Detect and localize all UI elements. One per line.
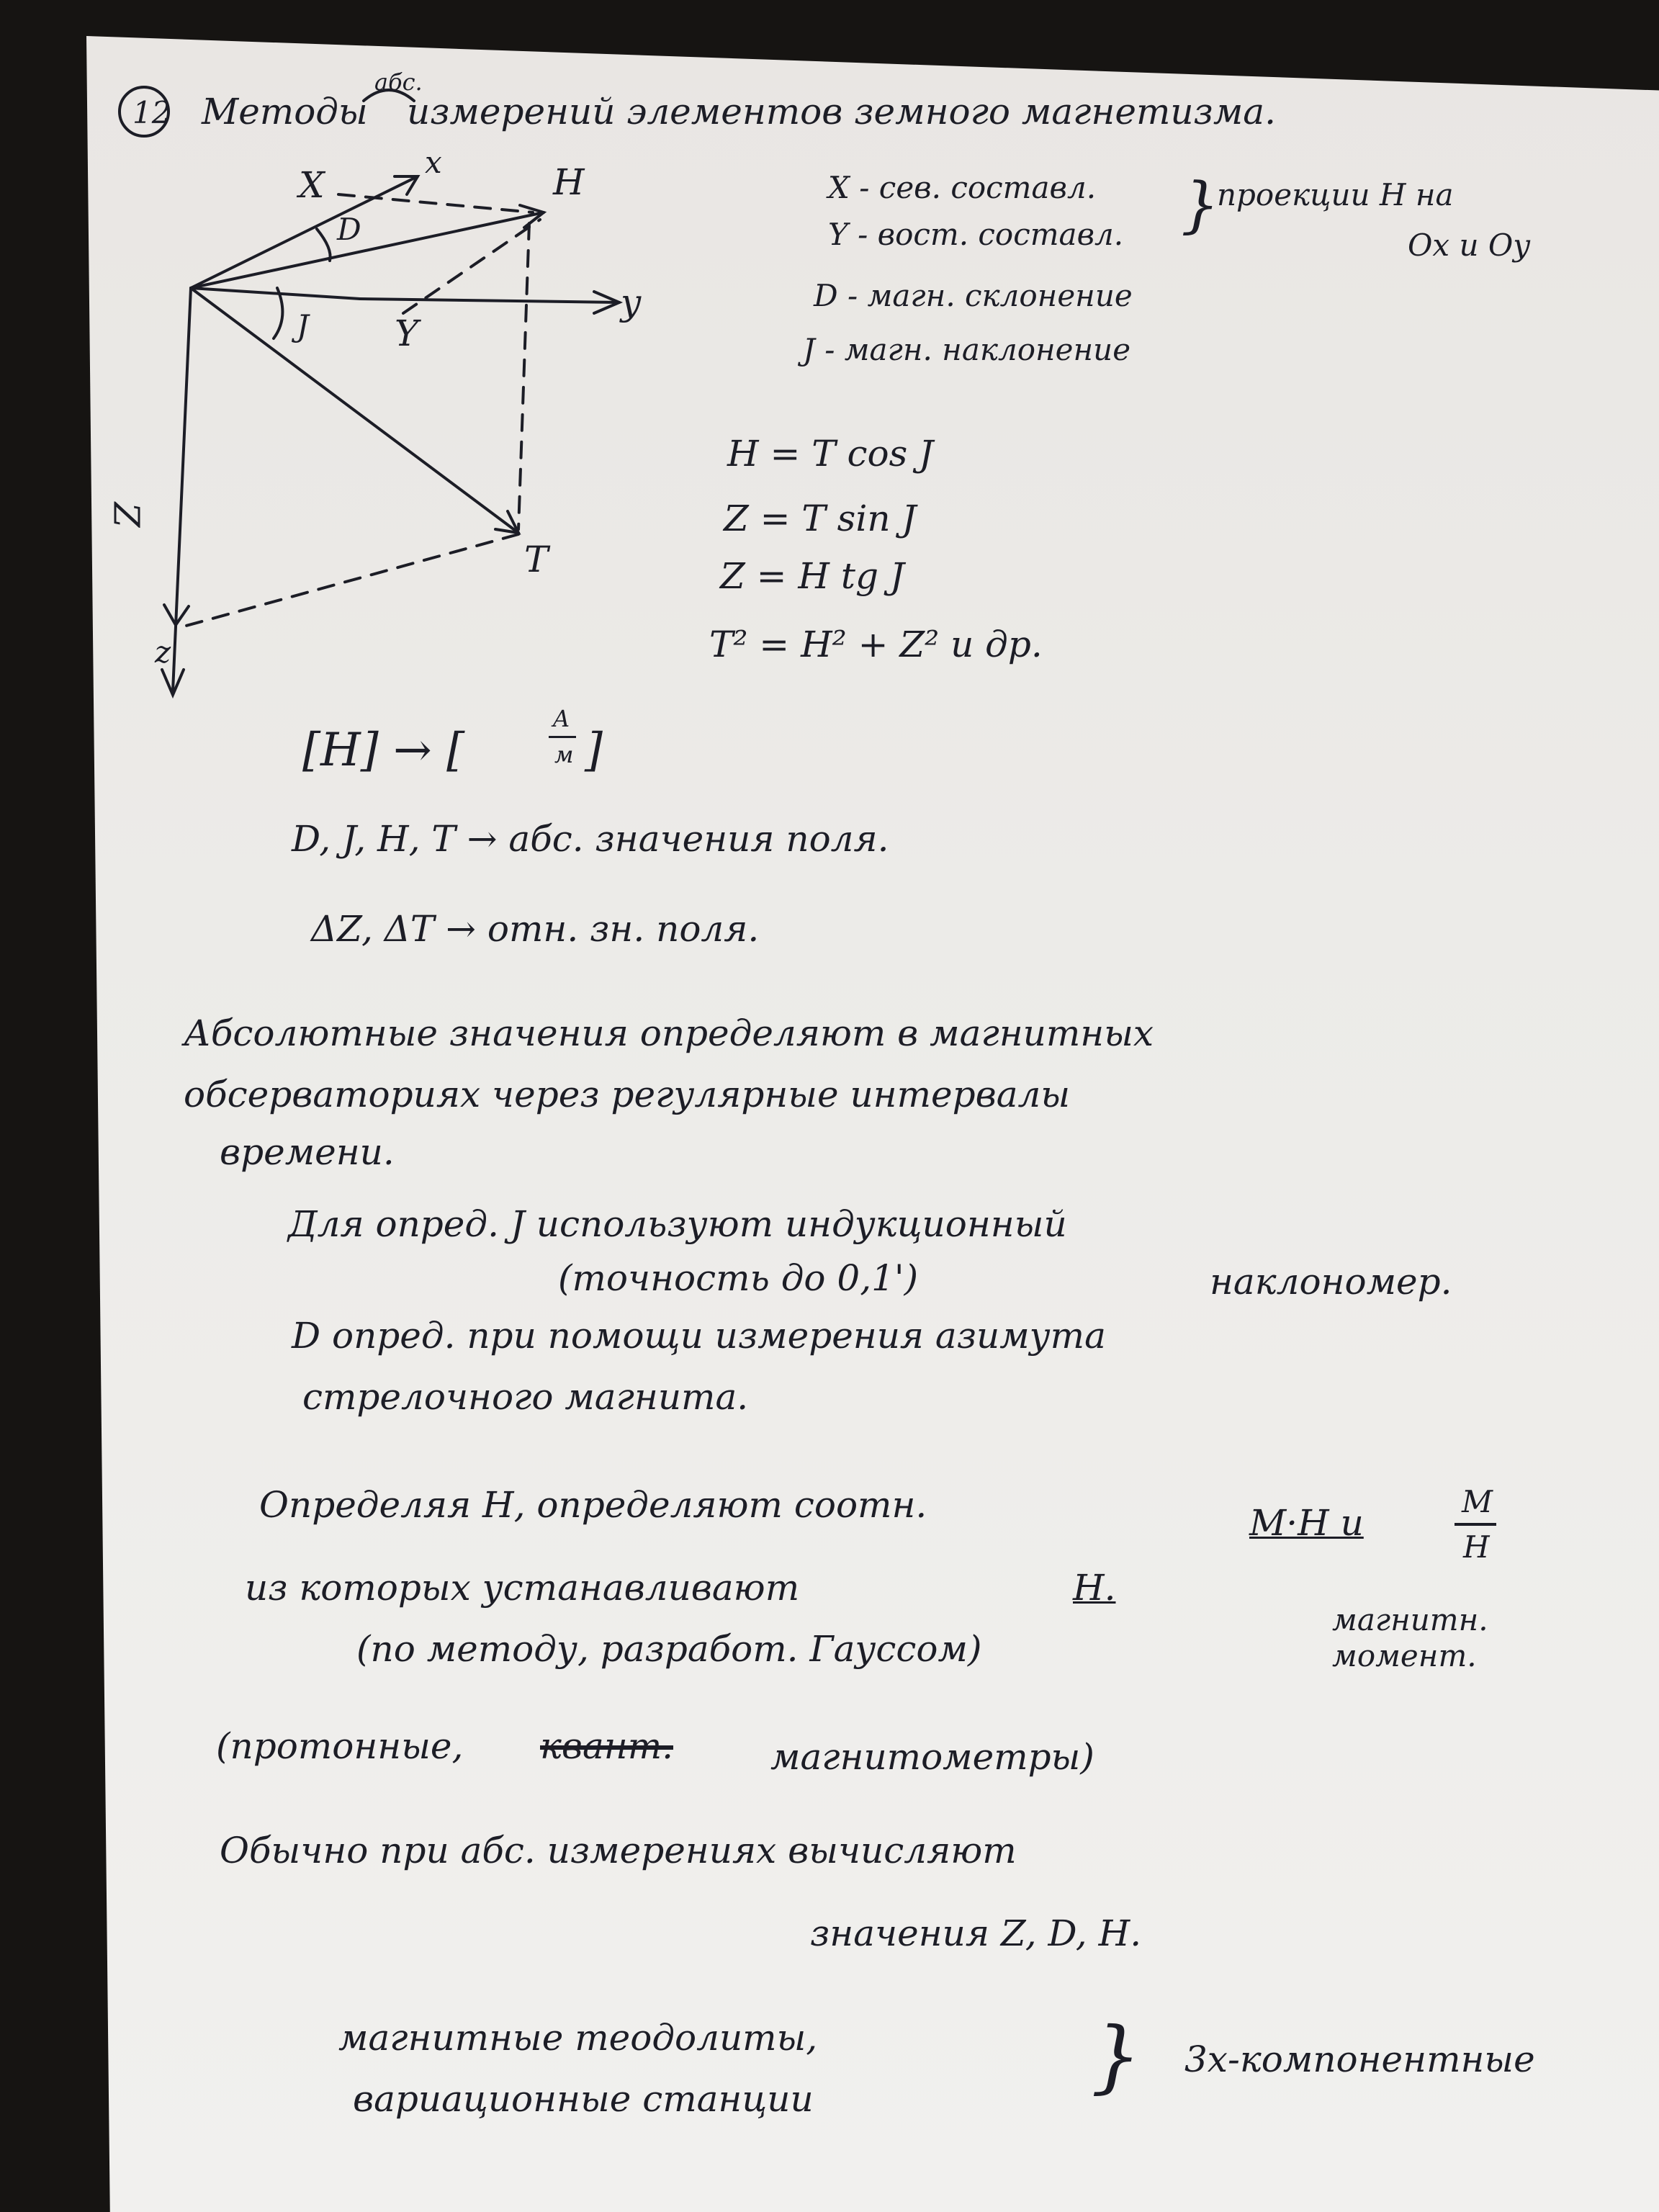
unit-formula-left: [H] → [ xyxy=(302,724,465,777)
p7-brace: } xyxy=(1091,2010,1141,2102)
absolute-values-line: D, J, H, T → абс. значения поля. xyxy=(292,818,889,860)
unit-numerator: A xyxy=(553,705,570,732)
diagram-label-y-upper: Y xyxy=(395,313,419,354)
t-vector-line xyxy=(191,288,518,533)
p4-line-3: (по методу, разработ. Гауссом) xyxy=(356,1628,982,1670)
p4-line-1: Определяя H, определяют соотн. xyxy=(259,1484,927,1526)
p4-m-h: M·H и xyxy=(1249,1502,1364,1544)
item-number: 12 xyxy=(132,95,171,130)
legend-brace: } xyxy=(1181,169,1220,240)
diagram-label-z-upper: Z xyxy=(105,502,148,528)
legend-projection-line-1: проекции H на xyxy=(1217,177,1454,212)
p1-line-1: Абсолютные значения определяют в магнитных xyxy=(184,1012,1154,1054)
p6-line-1: Обычно при абс. измерениях вычисляют xyxy=(220,1830,1017,1871)
title-rest: измерений элементов земного магнетизма. xyxy=(407,91,1276,132)
diagram-label-x-upper: X xyxy=(299,164,325,206)
diagram-label-t: T xyxy=(524,539,549,580)
p7-line-2: вариационные станции xyxy=(353,2078,814,2120)
legend-declination: D - магн. склонение xyxy=(814,278,1133,313)
h-vector-line xyxy=(191,212,544,288)
legend-projection-line-2: Ox и Oy xyxy=(1408,228,1531,263)
relative-values-line: ΔZ, ΔT → отн. зн. поля. xyxy=(311,908,760,950)
declination-arc xyxy=(317,229,331,261)
p4-h: H. xyxy=(1073,1567,1116,1609)
p5-struck-word: квант. xyxy=(540,1725,674,1767)
diagram-label-z-lower: z xyxy=(155,634,171,670)
z-projection-dash xyxy=(184,534,518,626)
y-axis-line xyxy=(360,299,619,302)
formula-z-sin: Z = T sin J xyxy=(724,498,917,539)
formula-t-squared: T² = H² + Z² и др. xyxy=(709,624,1043,665)
diagram-label-h: H xyxy=(553,161,585,203)
z-axis-line xyxy=(173,288,191,691)
title-methods: Методы xyxy=(202,91,368,132)
p4-line-2: из которых устанавливают xyxy=(245,1567,800,1609)
p3-line-2: стрелочного магнита. xyxy=(302,1376,749,1418)
unit-formula-right: ] xyxy=(585,724,603,777)
diagram-label-i: J xyxy=(297,308,309,343)
p7-right-label: 3х-компонентные xyxy=(1184,2038,1535,2080)
legend-x-line: X - сев. составл. xyxy=(828,170,1097,205)
p5-line-1a: (протонные, xyxy=(216,1725,464,1767)
unit-denominator: м xyxy=(554,741,574,768)
diagram-label-d: D xyxy=(337,212,361,247)
title-abs-insert: абс. xyxy=(374,68,423,96)
p2-line-2: (точность до 0,1') xyxy=(558,1257,919,1299)
p4-fraction-denominator: H xyxy=(1463,1529,1490,1565)
legend-inclination: J - магн. наклонение xyxy=(803,332,1131,367)
x-projection-dash xyxy=(338,194,533,212)
legend-y-line: Y - вост. составл. xyxy=(828,217,1124,252)
p4-fraction-bar xyxy=(1455,1523,1496,1526)
p5-line-1c: магнитометры) xyxy=(770,1736,1094,1778)
vertical-projection-dash xyxy=(518,223,529,529)
formula-z-tg: Z = H tg J xyxy=(720,555,904,597)
p3-line-1: D опред. при помощи измерения азимута xyxy=(292,1315,1106,1357)
diagram-label-x-lower: x xyxy=(425,145,442,180)
inclination-arc xyxy=(274,288,282,338)
p6-line-2: значения Z, D, H. xyxy=(810,1912,1142,1954)
p4-fraction-numerator: M xyxy=(1462,1484,1493,1519)
p2-line-2b: наклономер. xyxy=(1210,1261,1452,1303)
p2-line-1: Для опред. J используют индукционный xyxy=(288,1203,1067,1245)
formula-h: H = T cos J xyxy=(727,433,934,475)
p7-line-1: магнитные теодолиты, xyxy=(338,2017,818,2059)
unit-fraction-bar xyxy=(549,736,576,738)
origin-y-link xyxy=(191,288,360,299)
p1-line-3: времени. xyxy=(220,1131,395,1173)
diagram-label-y-lower: y xyxy=(621,282,642,323)
p1-line-2: обсерваториях через регулярные интервалы xyxy=(184,1074,1071,1115)
p4-note-magnetic-moment: магнитн. момент. xyxy=(1332,1602,1488,1674)
